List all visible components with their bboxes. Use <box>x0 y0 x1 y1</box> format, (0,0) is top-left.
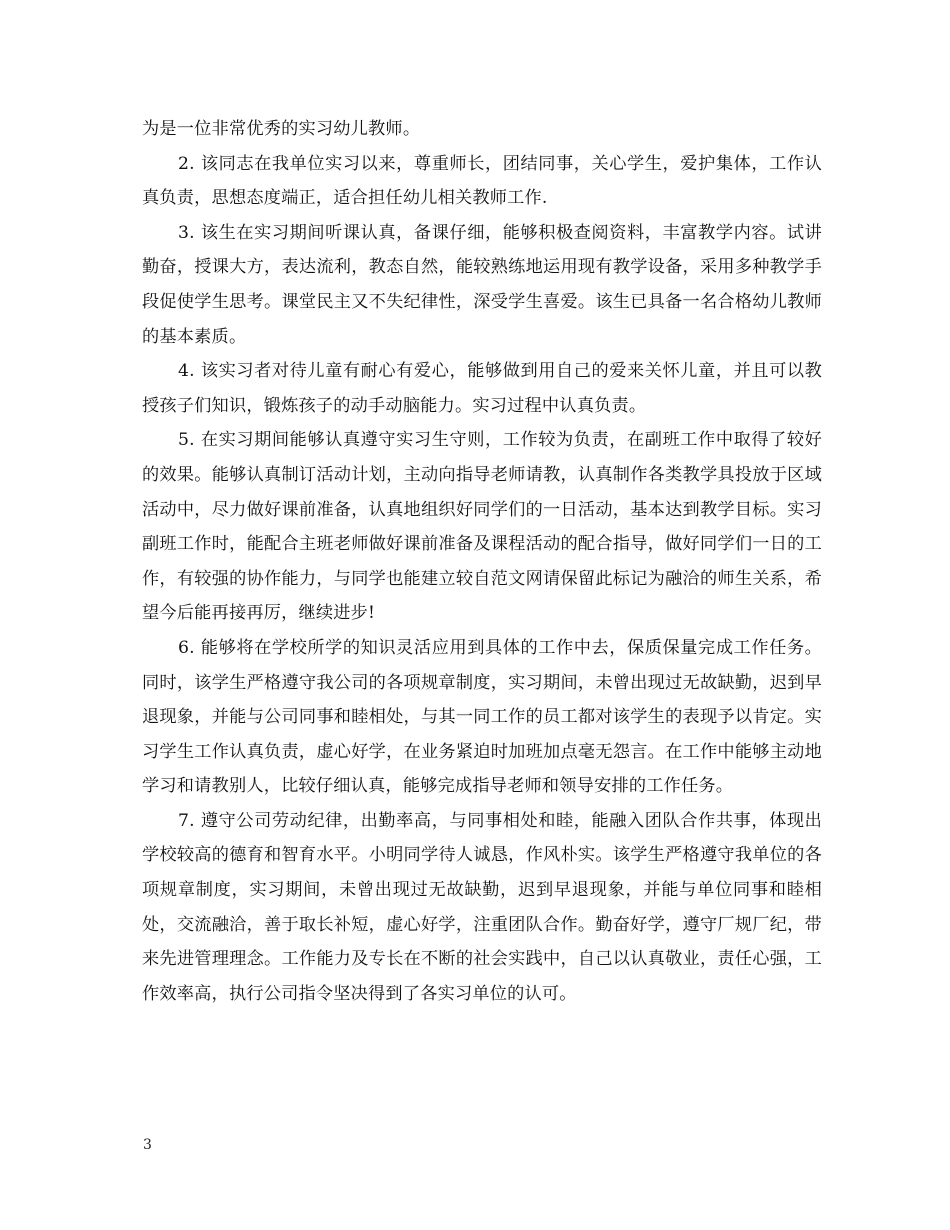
paragraph-item-7: 7. 遵守公司劳动纪律，出勤率高，与同事相处和睦，能融入团队合作共事，体现出学校较高的德育和智育水平。小明同学待人诚恳，作风朴实。该学生严格遵守我单位的各项规章制度，实习期间，未曾出现过无故缺勤，迟到早退现象，并能与单位同事和睦相处，交流融洽，善于取长补短，虚心好学，注重团队合作。勤奋好学，遵守厂规厂纪，带来先进管理理念。工作能力及专长在不断的社会实践中，自己以认真敬业，责任心强，工作效率高，执行公司指令坚决得到了各实习单位的认可。 <box>142 810 822 1004</box>
document-body <box>142 112 822 1011</box>
paragraph-continuation: 为是一位非常优秀的实习幼儿教师。 <box>142 119 421 139</box>
paragraph-item-4: 4. 该实习者对待儿童有耐心有爱心，能够做到用自己的爱来关怀儿童，并且可以教授孩子们知识，锻炼孩子的动手动脑能力。实习过程中认真负责。 <box>142 361 822 416</box>
paragraph-item-2: 2. 该同志在我单位实习以来，尊重师长，团结同事，关心学生，爱护集体，工作认真负责，思想态度端正，适合担任幼儿相关教师工作. <box>142 153 822 209</box>
paragraph-item-5: 5. 在实习期间能够认真遵守实习生守则，工作较为负责，在副班工作中取得了较好的效果。能够认真制订活动计划，主动向指导老师请教，认真制作各类教学具投放于区域活动中，尽力做好课前准备，认真地组织好同学们的一日活动，基本达到教学目标。实习副班工作时，能配合主班老师做好课前准备及课程活动的配合指导，做好同学们一日的工作，有较强的协作能力，与同学也能建立较自范文网请保留此标记为融洽的师生关系，希望今后能再接再厉，继续进步! <box>142 430 822 624</box>
paragraph-item-3: 3. 该生在实习期间听课认真，备课仔细，能够积极查阅资料，丰富教学内容。试讲勤奋，授课大方，表达流利，教态自然，能较熟练地运用现有教学设备，采用多种教学手段促使学生思考。课堂民主又不失纪律性，深受学生喜爱。该生已具备一名合格幼儿教师的基本素质。 <box>142 222 822 347</box>
paragraph-item-6: 6. 能够将在学校所学的知识灵活应用到具体的工作中去，保质保量完成工作任务。同时，该学生严格遵守我公司的各项规章制度，实习期间，未曾出现过无故缺勤，迟到早退现象，并能与公司同事和睦相处，与其一同工作的员工都对该学生的表现予以肯定。实习学生工作认真负责，虚心好学，在业务紧迫时加班加点毫无怨言。在工作中能够主动地学习和请教别人，比较仔细认真，能够完成指导老师和领导安排的工作任务。 <box>142 637 822 797</box>
page-number: 3 <box>143 1137 152 1153</box>
